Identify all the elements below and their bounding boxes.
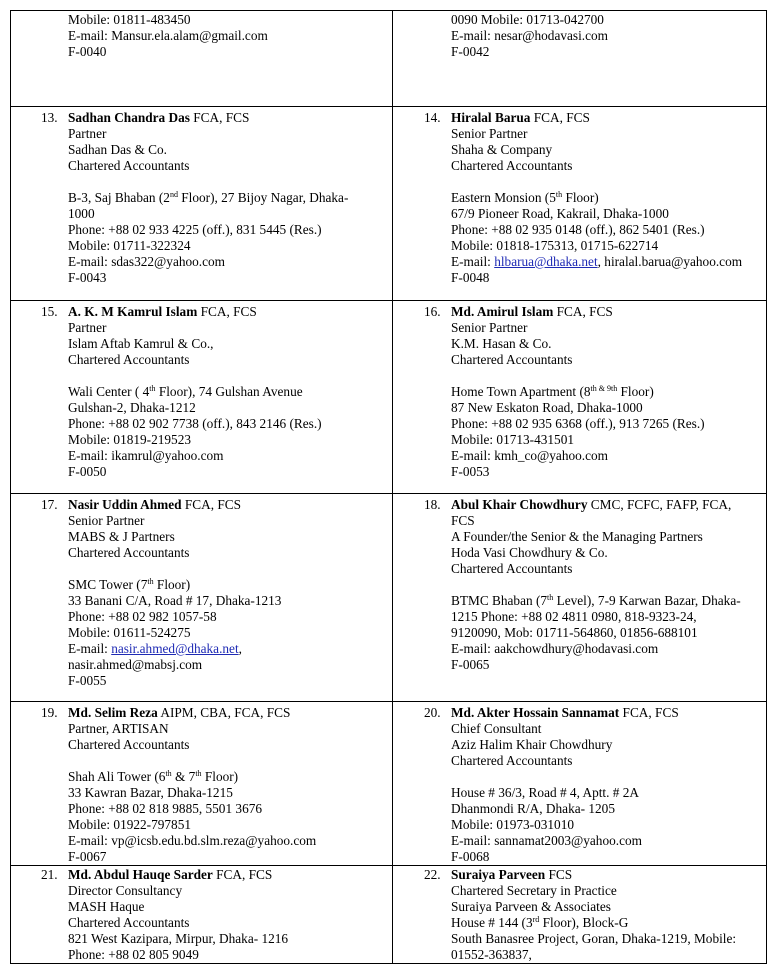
email-link[interactable]: hlbarua@dhaka.net xyxy=(494,254,598,269)
member-role: Chartered Secretary in Practice xyxy=(451,883,617,898)
address-line: Home Town Apartment ($8^{th \& 9th}$ Floor) xyxy=(451,384,654,399)
phone-text: Phone: +88 02 805 9049 xyxy=(68,947,199,962)
phone-text: Phone: +88 02 902 7738 (off.), 843 2146 (Res.) xyxy=(68,416,322,431)
member-qualifications: FCA, FCS xyxy=(189,110,250,125)
member-name: A. K. M Kamrul Islam xyxy=(68,304,198,319)
member-cell-16 xyxy=(393,301,767,494)
firm-name: Hoda Vasi Chowdhury & Co. xyxy=(451,545,608,560)
email-text: E-mail: ikamrul@yahoo.com xyxy=(68,448,224,463)
member-qualifications: FCA, FCS xyxy=(530,110,590,125)
members-directory-table xyxy=(10,10,767,964)
email-text: E-mail: nesar@hodavasi.com xyxy=(451,28,608,43)
email-text: E-mail: Mansur.ela.alam@gmail.com xyxy=(68,28,268,43)
entry-number: 19. xyxy=(41,705,58,720)
mobile-text: Mobile: 01973-031010 xyxy=(451,817,574,832)
email-text: E-mail: sannamat2003@yahoo.com xyxy=(451,833,642,848)
firm-name: MASH Haque xyxy=(68,899,145,914)
email-text-secondary: nasir.ahmed@mabsj.com xyxy=(68,657,203,672)
member-cell-14 xyxy=(393,107,767,301)
firm-type: Chartered Accountants xyxy=(68,915,190,930)
email-text: E-mail: hlbarua@dhaka.net, hiralal.barua@yahoo.com xyxy=(451,254,743,269)
entry-number: 15. xyxy=(41,304,58,319)
address-line: Eastern Monsion (5th Floor) xyxy=(451,190,599,205)
fellow-id: F-0040 xyxy=(68,44,107,59)
member-qualifications: FCA, FCS xyxy=(181,497,242,512)
firm-name: MABS & J Partners xyxy=(68,529,175,544)
member-cell-19 xyxy=(11,702,393,866)
firm-name: Shaha & Company xyxy=(451,142,553,157)
phone-text: Phone: +88 02 982 1057-58 xyxy=(68,609,217,624)
firm-name: Islam Aftab Kamrul & Co., xyxy=(68,336,214,351)
mobile-text: Mobile: 01818-175313, 01715-622714 xyxy=(451,238,659,253)
member-role: Director Consultancy xyxy=(68,883,183,898)
firm-type: Chartered Accountants xyxy=(451,352,573,367)
entry-number: 17. xyxy=(41,497,58,512)
address-line: 1215 Phone: +88 02 4811 0980, 818-9323-24, xyxy=(451,609,697,624)
address-line: Gulshan-2, Dhaka-1212 xyxy=(68,400,196,415)
mobile-text: Mobile: 01713-431501 xyxy=(451,432,574,447)
member-name: Hiralal Barua xyxy=(451,110,531,125)
mobile-text: Mobile: 01922-797851 xyxy=(68,817,191,832)
member-cell-22 xyxy=(393,866,767,964)
firm-type: Chartered Accountants xyxy=(68,352,190,367)
member-name: Abul Khair Chowdhury xyxy=(451,497,588,512)
firm-type: Chartered Accountants xyxy=(68,737,190,752)
member-name: Sadhan Chandra Das xyxy=(68,110,190,125)
address-line: 821 West Kazipara, Mirpur, Dhaka- 1216 xyxy=(68,931,289,946)
member-qualifications: FCA, FCS xyxy=(619,705,679,720)
table-row xyxy=(11,494,767,702)
mobile-text: 0090 Mobile: 01713-042700 xyxy=(451,12,604,27)
address-line: House # 144 (3rd Floor), Block-G xyxy=(451,915,629,930)
entry-number: 18. xyxy=(424,497,441,512)
member-qualifications: CMC, FCFC, FAFP, FCA, xyxy=(587,497,732,512)
mobile-text: Mobile: 01811-483450 xyxy=(68,12,191,27)
address-line: Dhanmondi R/A, Dhaka- 1205 xyxy=(451,801,615,816)
member-name: Md. Selim Reza xyxy=(68,705,158,720)
fellow-id: F-0050 xyxy=(68,464,107,479)
firm-name: Suraiya Parveen & Associates xyxy=(451,899,611,914)
entry-number: 20. xyxy=(424,705,441,720)
member-cell-17 xyxy=(11,494,393,702)
address-line: 87 New Eskaton Road, Dhaka-1000 xyxy=(451,400,643,415)
email-link[interactable]: nasir.ahmed@dhaka.net xyxy=(111,641,239,656)
member-qualifications: FCA, FCS xyxy=(212,867,273,882)
email-text: E-mail: sdas322@yahoo.com xyxy=(68,254,226,269)
member-role: Partner xyxy=(68,126,107,141)
firm-name: Sadhan Das & Co. xyxy=(68,142,167,157)
member-qualifications: AIPM, CBA, FCA, FCS xyxy=(157,705,291,720)
member-name: Nasir Uddin Ahmed xyxy=(68,497,182,512)
member-role: Senior Partner xyxy=(68,513,145,528)
address-line: 1000 xyxy=(68,206,95,221)
phone-text: Phone: +88 02 818 9885, 5501 3676 xyxy=(68,801,263,816)
member-name: Suraiya Parveen xyxy=(451,867,546,882)
phone-text: Phone: +88 02 935 6368 (off.), 913 7265 (Res.) xyxy=(451,416,705,431)
member-cell-15 xyxy=(11,301,393,494)
member-qualifications: FCA, FCS xyxy=(553,304,613,319)
table-row xyxy=(11,11,767,107)
member-cell-20 xyxy=(393,702,767,866)
address-line: BTMC Bhaban (7th Level), 7-9 Karwan Bazar, Dhaka- xyxy=(451,593,741,608)
email-text: E-mail: nasir.ahmed@dhaka.net, xyxy=(68,641,242,656)
email-text: E-mail: aakchowdhury@hodavasi.com xyxy=(451,641,659,656)
email-text: E-mail: vp@icsb.edu.bd.slm.reza@yahoo.com xyxy=(68,833,317,848)
member-cell-continued-left xyxy=(11,11,393,107)
address-line: House # 36/3, Road # 4, Aptt. # 2A xyxy=(451,785,640,800)
member-role: Senior Partner xyxy=(451,126,528,141)
fellow-id: F-0043 xyxy=(68,270,107,285)
member-cell-21 xyxy=(11,866,393,964)
member-role: A Founder/the Senior & the Managing Partners xyxy=(451,529,703,544)
address-line: 9120090, Mob: 01711-564860, 01856-688101 xyxy=(451,625,698,640)
address-line: B-3, Saj Bhaban (2nd Floor), 27 Bijoy Nagar, Dhaka- xyxy=(68,190,349,205)
firm-type: Chartered Accountants xyxy=(451,561,573,576)
mobile-text: Mobile: 01611-524275 xyxy=(68,625,191,640)
member-role: Partner, ARTISAN xyxy=(68,721,169,736)
member-qualifications: FCS xyxy=(545,867,573,882)
firm-name: Aziz Halim Khair Chowdhury xyxy=(451,737,613,752)
fellow-id: F-0042 xyxy=(451,44,490,59)
fellow-id: F-0067 xyxy=(68,849,107,864)
member-qualifications: FCA, FCS xyxy=(197,304,257,319)
fellow-id: F-0053 xyxy=(451,464,490,479)
table-row xyxy=(11,702,767,866)
member-qualifications-cont: FCS xyxy=(451,513,475,528)
address-line: 33 Banani C/A, Road # 17, Dhaka-1213 xyxy=(68,593,282,608)
address-line: 01552-363837, xyxy=(451,947,532,962)
member-cell-18 xyxy=(393,494,767,702)
member-name: Md. Akter Hossain Sannamat xyxy=(451,705,620,720)
entry-number: 22. xyxy=(424,867,441,882)
entry-number: 21. xyxy=(41,867,58,882)
mobile-text: Mobile: 01711-322324 xyxy=(68,238,191,253)
address-line: 67/9 Pioneer Road, Kakrail, Dhaka-1000 xyxy=(451,206,669,221)
entry-number: 14. xyxy=(424,110,441,125)
address-line: 33 Kawran Bazar, Dhaka-1215 xyxy=(68,785,233,800)
address-line: Shah Ali Tower (6th & 7th Floor) xyxy=(68,769,239,784)
fellow-id: F-0048 xyxy=(451,270,490,285)
member-name: Md. Abdul Hauqe Sarder xyxy=(68,867,213,882)
entry-number: 13. xyxy=(41,110,58,125)
firm-name: K.M. Hasan & Co. xyxy=(451,336,552,351)
table-row xyxy=(11,866,767,964)
address-line: SMC Tower (7th Floor) xyxy=(68,577,191,592)
member-role: Partner xyxy=(68,320,107,335)
firm-type: Chartered Accountants xyxy=(451,753,573,768)
firm-type: Chartered Accountants xyxy=(68,158,190,173)
firm-type: Chartered Accountants xyxy=(451,158,573,173)
member-cell-13 xyxy=(11,107,393,301)
phone-text: Phone: +88 02 933 4225 (off.), 831 5445 (Res.) xyxy=(68,222,322,237)
member-role: Senior Partner xyxy=(451,320,528,335)
entry-number: 16. xyxy=(424,304,441,319)
address-line: Wali Center ( 4th Floor), 74 Gulshan Avenue xyxy=(68,384,303,399)
address-line: South Banasree Project, Goran, Dhaka-1219, Mobile: xyxy=(451,931,737,946)
email-text: E-mail: kmh_co@yahoo.com xyxy=(451,448,608,463)
firm-type: Chartered Accountants xyxy=(68,545,190,560)
member-name: Md. Amirul Islam xyxy=(451,304,554,319)
fellow-id: F-0068 xyxy=(451,849,490,864)
member-cell-continued-right xyxy=(393,11,767,107)
table-row xyxy=(11,301,767,494)
fellow-id: F-0055 xyxy=(68,673,107,688)
phone-text: Phone: +88 02 935 0148 (off.), 862 5401 (Res.) xyxy=(451,222,705,237)
mobile-text: Mobile: 01819-219523 xyxy=(68,432,191,447)
table-row xyxy=(11,107,767,301)
fellow-id: F-0065 xyxy=(451,657,490,672)
member-role: Chief Consultant xyxy=(451,721,542,736)
